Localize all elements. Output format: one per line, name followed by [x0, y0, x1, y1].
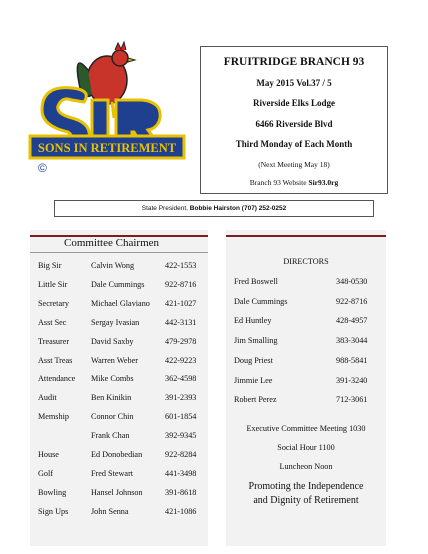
- role-cell: Big Sir: [38, 261, 62, 270]
- svg-text:©: ©: [38, 161, 47, 175]
- phone-cell: 922-8716: [336, 296, 368, 306]
- phone-cell: 922-8716: [165, 279, 197, 289]
- name-cell: Robert Perez: [234, 395, 277, 405]
- role-cell: House: [38, 450, 59, 459]
- sir-logo: [22, 40, 192, 190]
- next-meeting: (Next Meeting May 18): [258, 160, 330, 169]
- name-cell: Michael Glaviano: [91, 298, 150, 308]
- name-cell: Hansel Johnson: [91, 487, 143, 497]
- name-cell: Frank Chan: [91, 431, 130, 441]
- role-cell: Secretary: [38, 298, 69, 308]
- phone-cell: 422-1553: [165, 261, 197, 270]
- website-label: Branch 93 Website: [249, 178, 307, 187]
- phone-cell: 362-4598: [165, 374, 197, 384]
- name-cell: Connor Chin: [91, 412, 134, 422]
- phone-cell: 422-9223: [165, 355, 197, 365]
- phone-cell: 988-5841: [336, 355, 368, 365]
- role-cell: Asst Sec: [38, 317, 67, 327]
- state-president-label: State President,: [141, 205, 188, 212]
- phone-cell: 421-1086: [165, 506, 197, 516]
- website-link[interactable]: Sir93.0rg: [308, 178, 339, 187]
- branch-title: FRUITRIDGE BRANCH 93: [223, 56, 365, 68]
- phone-cell: 391-8618: [165, 487, 197, 497]
- name-cell: Mike Combs: [91, 374, 134, 384]
- name-cell: Doug Priest: [234, 355, 273, 365]
- name-cell: John Senna: [91, 506, 129, 516]
- state-president-value: Bobbie Hairston (707) 252-0252: [189, 205, 287, 212]
- svg-text:SONS IN RETIREMENT: SONS IN RETIREMENT: [37, 141, 177, 155]
- role-cell: Bowling: [38, 487, 67, 497]
- motto-line-2: and Dignity of Retirement: [253, 495, 359, 506]
- schedule: Third Monday of Each Month: [235, 139, 353, 149]
- committee-title: Committee Chairmen: [64, 237, 160, 249]
- phone-cell: 392-9345: [165, 431, 197, 441]
- phone-cell: 441-3498: [165, 468, 197, 478]
- name-cell: Ed Donobedian: [91, 450, 143, 459]
- exec-meeting: Executive Committee Meeting 1030: [246, 424, 366, 433]
- phone-cell: 601-1854: [165, 412, 197, 422]
- top-rule: [226, 235, 386, 237]
- role-cell: Sign Ups: [38, 506, 69, 516]
- state-president-box: [54, 200, 374, 217]
- role-cell: Memship: [38, 412, 69, 422]
- website-line: [201, 178, 387, 187]
- name-cell: Jim Smalling: [234, 336, 278, 346]
- social-hour: Social Hour 1100: [277, 443, 335, 452]
- role-cell: Audit: [38, 393, 57, 403]
- luncheon: Luncheon Noon: [279, 462, 333, 471]
- phone-cell: 428-4957: [336, 316, 368, 326]
- venue: Riverside Elks Lodge: [252, 98, 335, 108]
- phone-cell: 712-3061: [336, 395, 368, 405]
- role-cell: Asst Treas: [38, 355, 73, 365]
- directors-title: DIRECTORS: [283, 257, 329, 266]
- role-cell: Treasurer: [38, 336, 70, 346]
- phone-cell: 479-2978: [165, 336, 197, 346]
- address: 6466 Riverside Blvd: [255, 119, 333, 129]
- phone-cell: 391-3240: [336, 375, 368, 385]
- role-cell: Attendance: [38, 374, 76, 384]
- branch-info-box: [200, 46, 388, 194]
- phone-cell: 442-3131: [165, 317, 197, 327]
- title-rule: [30, 252, 208, 253]
- name-cell: Sergay Ivasian: [91, 317, 140, 327]
- phone-cell: 383-3044: [336, 336, 368, 346]
- directors-panel: [226, 230, 386, 546]
- name-cell: Calvin Wong: [91, 261, 135, 270]
- issue-info: May 2015 Vol.37 / 5: [256, 78, 332, 88]
- role-cell: Little Sir: [38, 279, 68, 289]
- name-cell: Warren Weber: [91, 355, 138, 365]
- name-cell: Jimmie Lee: [234, 375, 273, 385]
- motto-line-1: Promoting the Independence: [248, 481, 364, 492]
- role-cell: Golf: [38, 468, 54, 478]
- phone-cell: 348-0530: [336, 277, 368, 286]
- name-cell: Dale Cummings: [91, 279, 145, 289]
- name-cell: David Saxby: [91, 336, 134, 346]
- name-cell: Fred Boswell: [234, 277, 278, 286]
- name-cell: Ben Kinikin: [91, 393, 132, 403]
- name-cell: Ed Huntley: [234, 316, 272, 326]
- name-cell: Dale Cummings: [234, 296, 288, 306]
- phone-cell: 421-1027: [165, 298, 197, 308]
- name-cell: Fred Stewart: [91, 468, 134, 478]
- phone-cell: 391-2393: [165, 393, 197, 403]
- phone-cell: 922-8284: [165, 450, 197, 459]
- committee-panel: [30, 230, 208, 546]
